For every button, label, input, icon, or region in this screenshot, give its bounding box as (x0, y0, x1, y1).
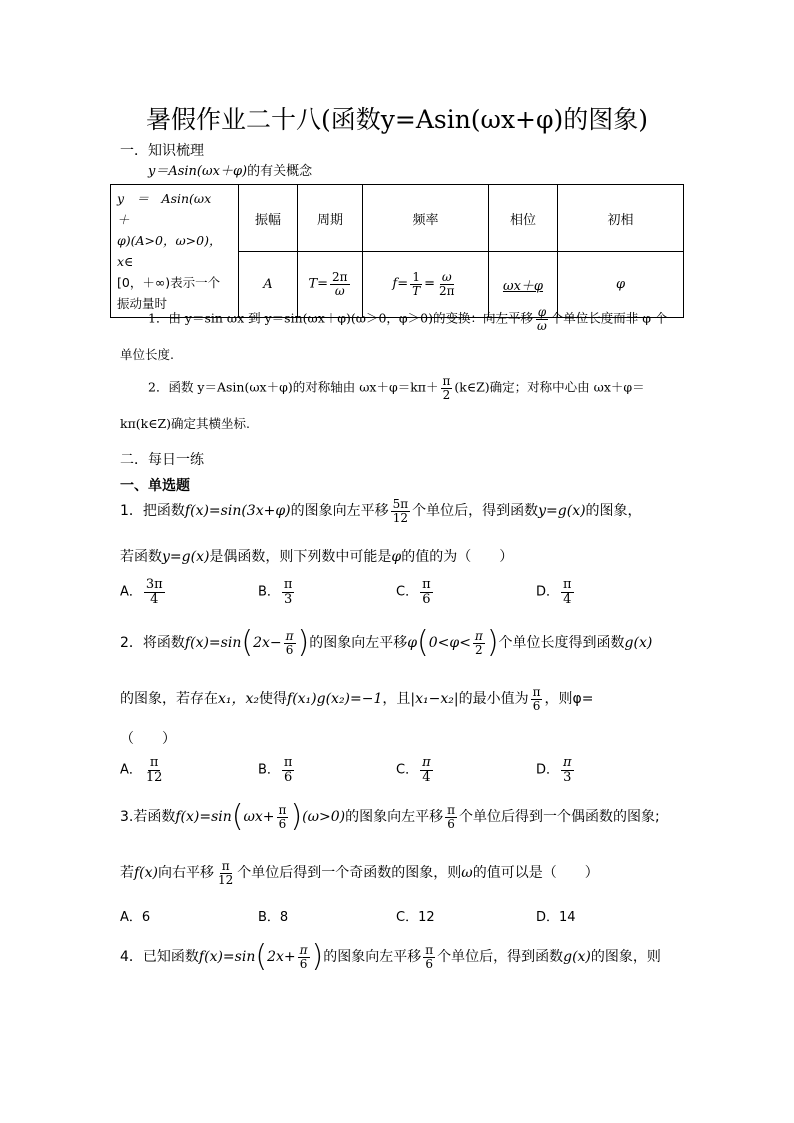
header-amplitude: 振幅 (239, 185, 298, 252)
fraction-den: 6 (278, 816, 287, 831)
q-formula: ωx+ (243, 809, 275, 825)
q-formula: f(x)=sin (184, 635, 242, 651)
section-heading-daily: 二．每日一练 (120, 452, 204, 468)
paren: ) (290, 799, 303, 834)
value-amplitude: A (239, 252, 298, 318)
q-text: 若 (120, 865, 134, 882)
q-formula: φ (391, 549, 402, 565)
q-text: 的图象，则 (590, 949, 661, 965)
fraction-num: π (285, 628, 294, 643)
option-label: A． (120, 910, 142, 925)
fraction-den: 6 (284, 769, 293, 785)
q-text: 的图象向左平移 (290, 503, 389, 520)
q1-option-a[interactable] (120, 578, 167, 606)
paren: ( (255, 939, 268, 974)
fraction (423, 944, 435, 970)
fraction-den: 6 (447, 816, 455, 831)
q-text: 的图象， (585, 503, 642, 520)
fraction (531, 686, 543, 712)
option-label: D． (536, 762, 560, 778)
note-text: 个单位长度而非 φ 个 (550, 310, 668, 326)
row-header-line: [0，＋∞)表示一个 (117, 275, 221, 290)
paren: ( (241, 625, 254, 660)
header-period: 周期 (298, 185, 363, 252)
q-formula: 0<φ< (428, 635, 471, 651)
q-formula: y=g(x) (162, 549, 210, 565)
option-label: B． (258, 584, 280, 600)
question-3 (120, 799, 660, 834)
fraction (410, 271, 422, 297)
q-text: 向右平移 (158, 865, 215, 882)
q-formula: f(x)=sin (175, 809, 232, 825)
fraction (561, 756, 574, 784)
fraction-num: π (425, 942, 434, 957)
fraction-den: 12 (145, 769, 163, 785)
fraction-den: 2 (442, 387, 451, 402)
fraction-den: 6 (425, 956, 433, 971)
value-initial-phase: φ (558, 252, 684, 318)
fraction (284, 630, 296, 656)
option-value: 14 (559, 910, 576, 925)
row-header-line: y ＝ Asin(ωx ＋ (117, 191, 224, 227)
question-1-line-2 (120, 546, 513, 566)
option-label: A． (120, 584, 142, 600)
fraction-den: T (412, 284, 421, 298)
q-formula: y=g(x) (538, 503, 586, 520)
q2-option-a[interactable] (120, 756, 166, 784)
q-text: 的图象向左平移 (323, 949, 422, 965)
q-text: 个单位后，得到函数 (437, 949, 564, 965)
q-text: ，则φ= (544, 691, 594, 708)
fraction-den: 2π (439, 284, 455, 298)
formula: y＝Asin(ωx＋φ) (148, 164, 248, 179)
fraction (330, 271, 350, 297)
q-text: 个单位后得到一个偶函数的图象; (459, 809, 660, 825)
note-text: 2．函数 y＝Asin(ωx＋φ)的对称轴由 ωx＋φ＝kπ＋ (148, 379, 439, 395)
paren: ( (231, 799, 244, 834)
fraction-den: 4 (422, 769, 431, 785)
q-text: 个单位后得到一个奇函数的图象，则 (237, 865, 462, 882)
q-formula: ω (461, 865, 473, 882)
fraction-num: π (299, 942, 308, 957)
note-text: (k∈Z)确定；对称中心由 ωx＋φ＝ (454, 379, 645, 395)
fraction-den: 6 (422, 591, 431, 607)
q-formula: g(x) (563, 949, 591, 965)
option-value: 8 (279, 910, 289, 925)
q-formula: f(x₁)g(x₂)=−1 (287, 691, 383, 708)
fraction-num: π (447, 802, 456, 817)
q1-option-b[interactable] (258, 578, 296, 606)
q-formula: f(x) (134, 865, 159, 882)
fraction-den: 2 (475, 642, 483, 657)
table-row-header (111, 185, 239, 318)
q-formula: (ω>0) (302, 809, 346, 825)
q-text: 的值可以是（ ） (472, 865, 599, 882)
q-text: 的值的为（ ） (401, 549, 514, 565)
paren: ) (311, 939, 324, 974)
row-header-line: 振动量时 (117, 296, 168, 311)
q-text: 的图象向左平移 (345, 809, 444, 825)
fraction (298, 944, 310, 970)
q-text: 3.若函数 (120, 809, 176, 825)
fraction-den: 4 (150, 591, 159, 607)
section-subheading (148, 160, 312, 179)
q3-option-c[interactable] (396, 906, 435, 925)
q-text: 的图象，若存在 (120, 691, 218, 708)
fraction-num: π (532, 685, 541, 699)
fraction (216, 860, 235, 886)
q-text: 的图象向左平移 (309, 635, 408, 651)
fraction (282, 578, 295, 606)
q-text: 个单位后，得到函数 (412, 503, 539, 520)
question-4 (120, 939, 661, 974)
note-1 (148, 306, 668, 332)
fraction-num: π (442, 374, 451, 388)
note-text: 1．由 y＝sin ωx 到 y＝sin(ωx＋φ)(ω＞0，φ＞0)的变换：向左平移 (148, 310, 533, 326)
option-label: B． (258, 910, 280, 925)
question-2-line-2 (120, 686, 593, 712)
q-formula: x₁，x₂ (218, 691, 260, 708)
fraction-den: 12 (218, 872, 234, 887)
fraction (277, 804, 289, 830)
fraction-den: 6 (299, 956, 308, 971)
q-text: 使得 (259, 691, 288, 708)
q-formula: |x₁−x₂| (410, 691, 459, 708)
fraction-num: 5π (392, 497, 409, 511)
fraction-den: ω (537, 318, 547, 333)
fraction (473, 630, 485, 656)
fraction-num: π (563, 755, 572, 770)
q2-option-c[interactable] (396, 756, 435, 784)
fraction-num: 3π (145, 577, 163, 592)
q-text: 1．把函数 (120, 503, 185, 520)
question-1 (120, 498, 642, 524)
note-2-cont: kπ(k∈Z)确定其横坐标. (120, 416, 251, 431)
row-header-line: φ)(A>0，ω>0)，x∈ (117, 233, 222, 269)
fraction-den: 3 (563, 769, 572, 785)
fraction-num: 1 (412, 270, 420, 285)
q1-option-d[interactable] (536, 578, 576, 606)
option-value: 12 (418, 910, 435, 925)
q3-option-d[interactable] (536, 906, 576, 925)
q-text: 若函数 (120, 549, 162, 565)
q-text: 个单位长度得到函数 (498, 635, 625, 651)
note-2 (148, 375, 645, 401)
q-text: 的最小值为 (458, 691, 529, 708)
option-label: D． (536, 584, 560, 600)
fraction-den: 4 (563, 591, 572, 607)
fraction-den: 6 (285, 642, 294, 657)
period-prefix: T= (308, 277, 329, 292)
fraction-num: π (563, 577, 572, 592)
q-text: 是偶函数，则下列数中可能是 (209, 549, 392, 565)
option-label: C． (396, 762, 419, 778)
fraction-num: π (278, 802, 287, 817)
phase-text: ωx＋φ (502, 279, 544, 294)
fraction-num: φ (537, 305, 547, 319)
fraction-den: ω (334, 284, 345, 298)
fraction-num: π (422, 577, 431, 592)
q-text: ，且 (382, 691, 411, 708)
option-label: B． (258, 762, 280, 778)
q-formula: g(x) (624, 635, 653, 651)
fraction-num: ω (441, 270, 452, 285)
page-title: 暑假作业二十八(函数y=Asin(ωx+φ)的图象) (146, 105, 649, 134)
section-heading-knowledge: 一．知识梳理 (120, 143, 204, 159)
fraction-num: π (283, 755, 293, 770)
option-value: 6 (141, 910, 151, 925)
paren: ) (486, 625, 499, 660)
q1-option-c[interactable] (396, 578, 435, 606)
question-3-line-2 (120, 860, 599, 886)
fraction (282, 756, 295, 784)
fraction-num: π (474, 628, 483, 643)
fraction-num: π (422, 755, 431, 770)
fraction (445, 804, 457, 830)
section-subheading-single-choice: 一、单选题 (120, 478, 190, 494)
freq-prefix: f= (392, 277, 409, 292)
concept-table (110, 184, 684, 318)
subheading-text: 的有关概念 (247, 164, 313, 179)
fraction (391, 498, 411, 524)
fraction (144, 756, 165, 784)
q3-option-a[interactable] (120, 906, 150, 925)
q2-option-d[interactable] (536, 756, 576, 784)
q-formula: 2x− (253, 635, 282, 651)
fraction-num: π (149, 755, 159, 770)
q-formula: f(x)=sin(3x+φ) (184, 503, 291, 520)
fraction-num: π (283, 577, 293, 592)
question-2 (120, 625, 653, 660)
header-phase: 相位 (489, 185, 558, 252)
fraction (420, 578, 433, 606)
paren: ) (297, 625, 310, 660)
header-initial-phase: 初相 (558, 185, 684, 252)
q-formula: f(x)=sin (198, 949, 256, 965)
q3-option-b[interactable] (258, 906, 288, 925)
fraction-den: 6 (532, 698, 541, 713)
q-formula: φ (407, 635, 418, 651)
q-text: 2．将函数 (120, 635, 185, 651)
fraction (561, 578, 574, 606)
question-2-line-3: （ ） (120, 731, 176, 747)
fraction-den: 3 (284, 591, 293, 607)
q-formula: 2x+ (267, 949, 296, 965)
fraction (437, 271, 457, 297)
note-1-cont: 单位长度. (120, 347, 174, 362)
option-label: A． (120, 762, 142, 778)
header-frequency: 频率 (363, 185, 489, 252)
fraction-num: π (221, 859, 230, 873)
fraction (441, 375, 453, 401)
option-label: C． (396, 910, 419, 925)
fraction (535, 306, 549, 332)
paren: ( (417, 625, 429, 660)
option-label: D． (536, 910, 560, 925)
fraction-num: 2π (332, 270, 348, 285)
q-text: 4．已知函数 (120, 949, 199, 965)
freq-eq: = (424, 277, 436, 292)
option-label: C． (396, 584, 419, 600)
fraction (144, 578, 165, 606)
fraction-den: 12 (392, 510, 408, 525)
q2-option-b[interactable] (258, 756, 296, 784)
fraction (420, 756, 433, 784)
